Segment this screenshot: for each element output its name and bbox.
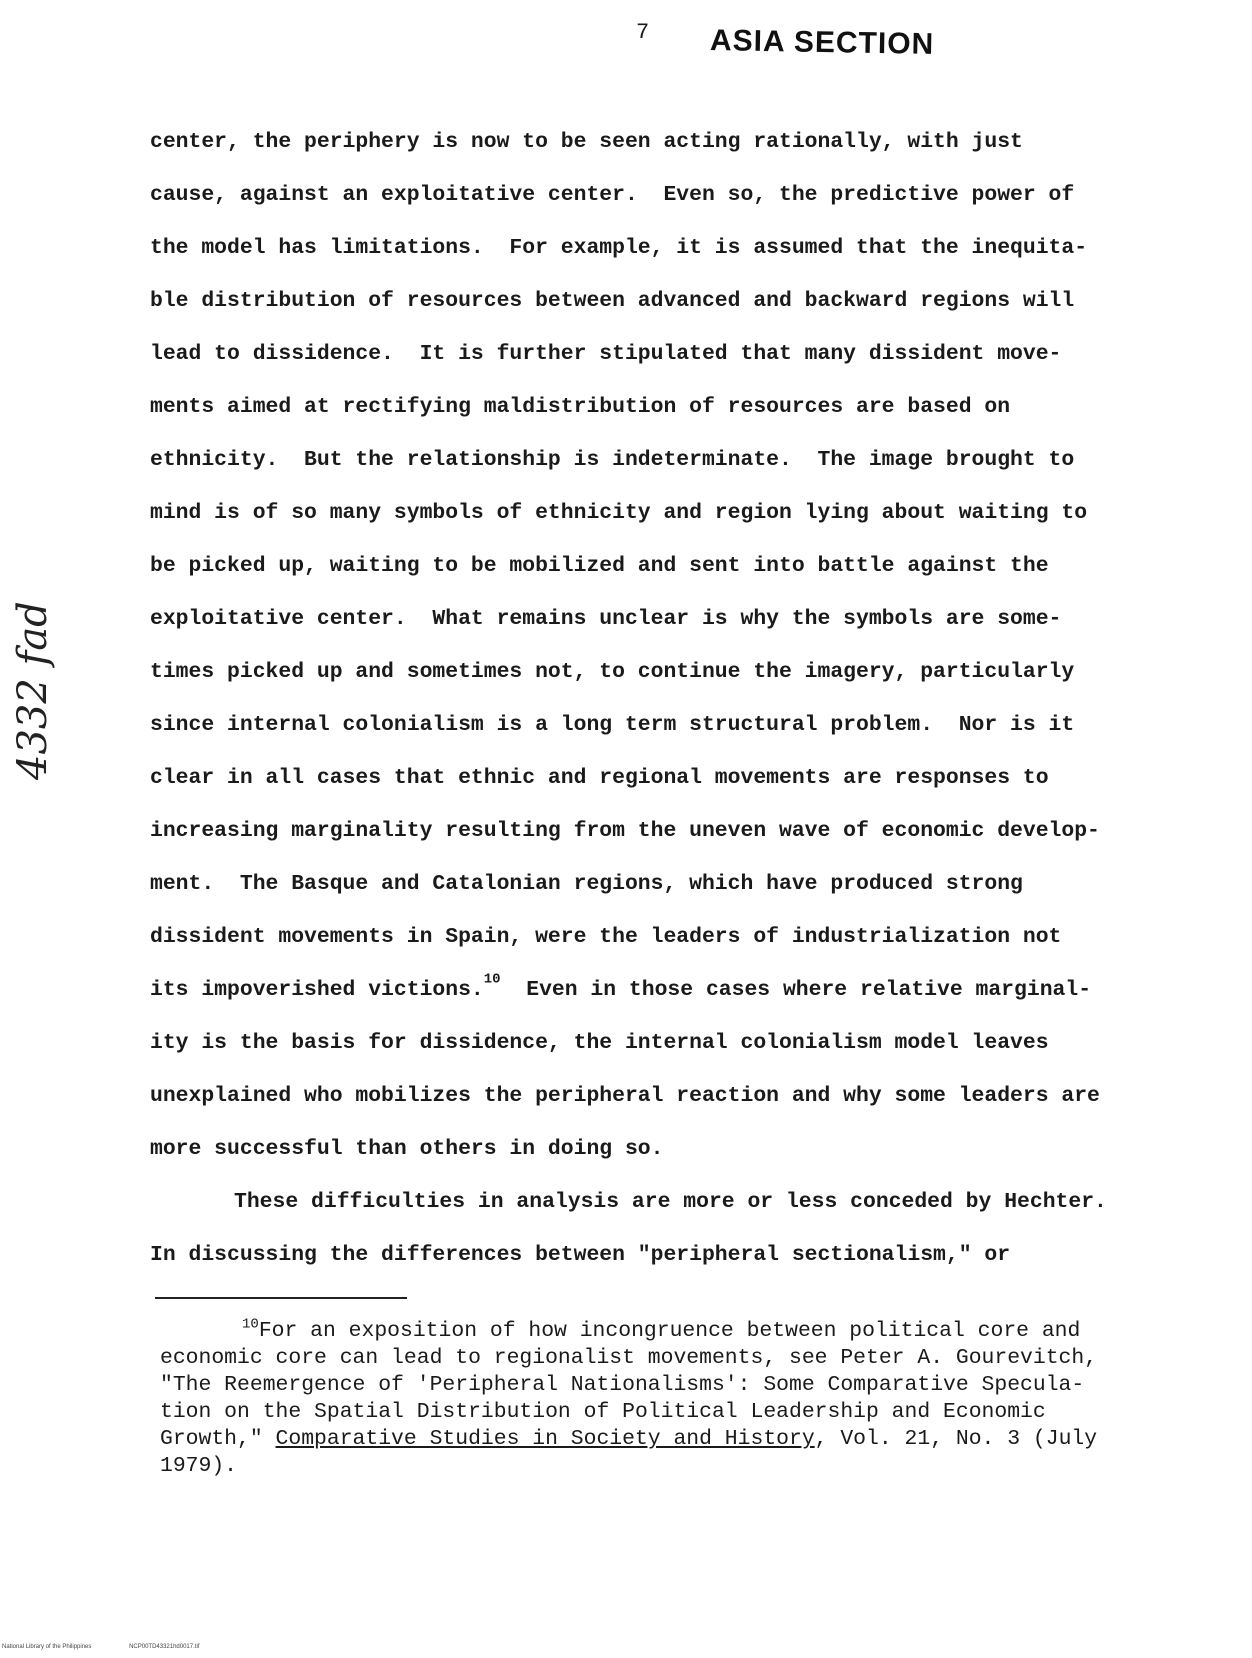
archive-footer xyxy=(2,1644,235,1650)
section-stamp: ASIA SECTION xyxy=(709,24,935,61)
handwritten-margin-note: 4332 fad xyxy=(10,601,56,780)
footnote-line: tion on the Spatial Distribution of Political Leadership and Economic xyxy=(160,1400,1046,1424)
body-line: exploitative center. What remains unclear is why the symbols are some- xyxy=(150,607,1062,631)
body-line: dissident movements in Spain, were the leaders of industrialization not xyxy=(150,925,1062,949)
body-line: increasing marginality resulting from the uneven wave of economic develop- xyxy=(150,819,1100,843)
body-line: In discussing the differences between "peripheral sectionalism," or xyxy=(150,1243,1011,1267)
page-number: 7 xyxy=(636,20,650,45)
footnotes xyxy=(160,1318,1160,1480)
body-text-segment: Even in those cases where relative marginal- xyxy=(500,978,1092,1002)
body-text xyxy=(150,116,1160,1282)
archive-library-name: National Library of the Philippines xyxy=(2,1644,92,1650)
body-line-with-footnote xyxy=(150,964,1160,1017)
footnote-divider xyxy=(155,1297,407,1299)
body-line: ethnicity. But the relationship is indeterminate. The image brought to xyxy=(150,448,1075,472)
body-line: since internal colonialism is a long term structural problem. Nor is it xyxy=(150,713,1075,737)
body-line: the model has limitations. For example, it is assumed that the inequita- xyxy=(150,236,1088,260)
body-line: more successful than others in doing so. xyxy=(150,1137,664,1161)
body-line: These difficulties in analysis are more or less conceded by Hechter. xyxy=(234,1190,1107,1214)
footnote-reference: 10 xyxy=(483,971,501,988)
body-line: times picked up and sometimes not, to continue the imagery, particularly xyxy=(150,660,1075,684)
footnote-line xyxy=(160,1426,1160,1453)
body-line: ity is the basis for dissidence, the internal colonialism model leaves xyxy=(150,1031,1049,1055)
body-line: center, the periphery is now to be seen acting rationally, with just xyxy=(150,130,1023,154)
body-text-segment: its impoverished victions. xyxy=(150,978,484,1002)
body-line: unexplained who mobilizes the peripheral reaction and why some leaders are xyxy=(150,1084,1100,1108)
footnote-line: 1979). xyxy=(160,1454,238,1478)
body-line: lead to dissidence. It is further stipulated that many dissident move- xyxy=(150,342,1062,366)
body-line: mind is of so many symbols of ethnicity and region lying about waiting to xyxy=(150,501,1088,525)
footnote-line: "The Reemergence of 'Peripheral Nationalisms': Some Comparative Specula- xyxy=(160,1373,1085,1397)
body-line: ble distribution of resources between advanced and backward regions will xyxy=(150,289,1075,313)
footnote-line xyxy=(160,1318,1160,1345)
footnote-text: , Vol. 21, No. 3 (July xyxy=(814,1427,1098,1451)
body-line: be picked up, waiting to be mobilized and sent into battle against the xyxy=(150,554,1049,578)
footnote-line: economic core can lead to regionalist movements, see Peter A. Gourevitch, xyxy=(160,1346,1098,1370)
footnote-text: Growth," xyxy=(160,1427,276,1451)
body-line: clear in all cases that ethnic and regional movements are responses to xyxy=(150,766,1049,790)
archive-file-id: NCP00TD43321hd0017.tif xyxy=(129,1644,200,1650)
body-line: ments aimed at rectifying maldistribution of resources are based on xyxy=(150,395,1011,419)
footnote-marker: 10 xyxy=(242,1316,259,1333)
body-line: ment. The Basque and Catalonian regions, which have produced strong xyxy=(150,872,1023,896)
body-line: cause, against an exploitative center. Even so, the predictive power of xyxy=(150,183,1075,207)
journal-title: Comparative Studies in Society and History xyxy=(275,1427,815,1451)
footnote-text: For an exposition of how incongruence between political core and xyxy=(258,1319,1081,1343)
